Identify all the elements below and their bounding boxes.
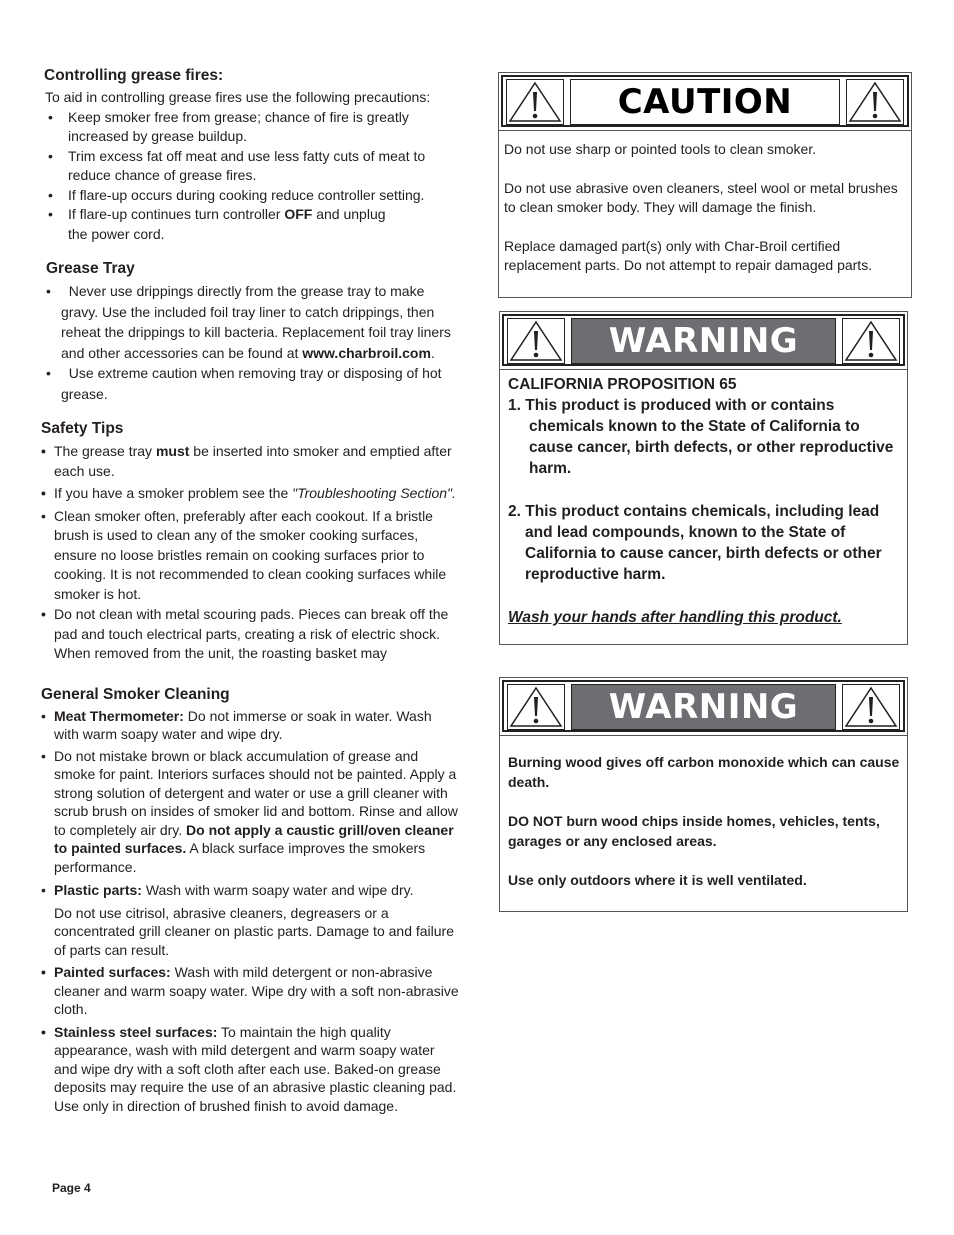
- grease-tray-title: Grease Tray: [46, 260, 135, 277]
- general-cleaning-title: General Smoker Cleaning: [41, 685, 230, 703]
- safety-tips-section: [41, 419, 460, 664]
- general-cleaning-section: [41, 685, 460, 1116]
- warning-prop65-body: [508, 374, 907, 628]
- list-item: • The grease tray must be inserted into smoker and emptied after each use.: [41, 443, 452, 479]
- list-item: • Painted surfaces: Wash with mild detergent or non-abrasive cleaner and warm soapy water. Wipe dry with a soft non-abrasive cloth.: [41, 964, 459, 1017]
- prop65-item-1: 1. This product is produced with or contains chemicals known to the State of California to cause cancer, birth defects, or other reproductive harm.: [508, 397, 894, 477]
- warning-header: [502, 314, 905, 366]
- list-item: • Use extreme caution when removing tray or disposing of hot grease.: [46, 365, 442, 402]
- caution-title: CAUTION: [570, 79, 840, 125]
- prop65-item-2: 2. This product contains chemicals, including lead and lead compounds, known to the State of California to cause cancer, birth defects or other reproductive harm.: [508, 503, 882, 583]
- prop65-footer: Wash your hands after handling this product.: [508, 609, 842, 626]
- page-number: Page 4: [52, 1181, 91, 1195]
- list-item: • Keep smoker free from grease; chance of fire is greatly increased by grease buildup.: [48, 108, 409, 144]
- list-item: • Stainless steel surfaces: To maintain the high quality appearance, wash with mild detergent and warm soapy water and wipe dry with a soft cloth after each use. Baked-on grease deposits may require the use of an abrasive plastic cleaning pad. Use only in direction of brushed finish to avoid damage.: [41, 1023, 457, 1114]
- grease-fires-intro: To aid in controlling grease fires use the following precautions:: [45, 89, 431, 105]
- prop65-heading: CALIFORNIA PROPOSITION 65: [508, 376, 737, 393]
- grease-fires-title: Controlling grease fires:: [44, 67, 224, 84]
- list-item: • If flare-up occurs during cooking reduce controller setting.: [48, 186, 425, 203]
- grease-fires-section: [44, 66, 460, 244]
- exclamation-triangle-icon: [842, 684, 900, 730]
- warning-prop65-box: [499, 311, 908, 645]
- grease-tray-section: [46, 259, 460, 404]
- warning-title: WARNING: [571, 318, 836, 364]
- warning-co-para: DO NOT burn wood chips inside homes, vehicles, tents, garages or any enclosed areas.: [508, 813, 880, 849]
- exclamation-triangle-icon: [507, 684, 565, 730]
- warning-co-para: Burning wood gives off carbon monoxide which can cause death.: [508, 754, 900, 790]
- list-item: • If flare-up continues turn controller OFF and unplug the power cord.: [48, 206, 386, 242]
- safety-tips-title: Safety Tips: [41, 420, 124, 437]
- list-item: • Do not clean with metal scouring pads. Pieces can break off the pad and touch electrical parts, creating a risk of electric shock. When removed from the unit, the roasting basket may: [41, 606, 449, 661]
- list-item: • Never use drippings directly from the grease tray to make gravy. Use the included foil tray liner to catch drippings, then reheat the drippings to kill bacteria. Replacement foil tray liners and other accessories can be found at www.charbroil.com.: [46, 283, 451, 361]
- caution-box: [498, 72, 912, 298]
- warning-header: [502, 680, 905, 732]
- caution-para: Do not use sharp or pointed tools to clean smoker.: [504, 141, 817, 157]
- exclamation-triangle-icon: [846, 79, 904, 125]
- warning-co-body: [508, 752, 905, 909]
- caution-para: Do not use abrasive oven cleaners, steel wool or metal brushes to clean smoker body. They will damage the finish.: [504, 179, 898, 215]
- warning-title: WARNING: [571, 684, 836, 730]
- warning-co-para: Use only outdoors where it is well ventilated.: [508, 872, 807, 888]
- left-column: [40, 66, 460, 1115]
- list-item: • If you have a smoker problem see the "Troubleshooting Section".: [41, 485, 456, 501]
- list-item: • Do not mistake brown or black accumulation of grease and smoke for paint. Interiors surfaces should not be painted. Apply a strong solution of detergent and water or use a grill cleaner with scrub brush on insides of smoker lid and bottom. Rinse and allow to completely air dry. Do not apply a caustic grill/oven cleaner to painted surfaces. A black surface improves the smokers performance.: [41, 747, 458, 875]
- caution-para: Replace damaged part(s) only with Char-Broil certified replacement parts. Do not attempt to repair damaged parts.: [504, 237, 873, 273]
- caution-body: [504, 140, 907, 295]
- exclamation-triangle-icon: [842, 318, 900, 364]
- caution-header: [501, 75, 909, 127]
- warning-co-box: [499, 677, 908, 912]
- list-item-continuation: Do not use citrisol, abrasive cleaners, degreasers or a concentrated grill cleaner on plastic parts. Damage to and failure of parts can result.: [54, 904, 454, 958]
- list-item: • Trim excess fat off meat and use less fatty cuts of meat to reduce chance of grease fires.: [48, 147, 426, 183]
- list-item: • Meat Thermometer: Do not immerse or soak in water. Wash with warm soapy water and wipe dry.: [41, 707, 432, 742]
- list-item: • Plastic parts: Wash with warm soapy water and wipe dry.: [41, 882, 414, 898]
- list-item: • Clean smoker often, preferably after each cookout. If a bristle brush is used to clean any of the smoker cooking surfaces, ensure no loose bristles remain on cooking surfaces prior to cooking. It is not recommended to clean cooking surfaces while smoker is hot.: [41, 507, 447, 602]
- exclamation-triangle-icon: [507, 318, 565, 364]
- exclamation-triangle-icon: [506, 79, 564, 125]
